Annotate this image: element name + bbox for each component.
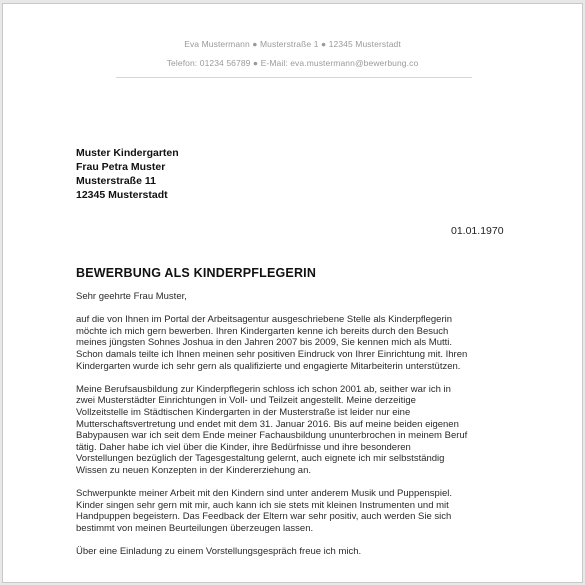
body-line: Schon damals teilte ich Ihnen meinen sehr positiven Eindruck von Ihrer Einrichtung mit. Ihren xyxy=(76,348,468,360)
body-line: Kindergarten wurde ich sehr gern als qualifizierte und engagierte Mitarbeiterin unterstützen. xyxy=(76,360,461,372)
letter-date: 01.01.1970 xyxy=(451,225,504,237)
body-line: Vollzeitstelle im Städtischen Kindergarten in der Musterstraße ist leider nur eine xyxy=(76,406,411,418)
letter-subject: BEWERBUNG ALS KINDERPFLEGERIN xyxy=(76,266,317,280)
body-line: Schwerpunkte meiner Arbeit mit den Kindern sind unter anderem Musik und Puppenspiel. xyxy=(76,488,452,500)
body-line: bestimmt von meinen Beurteilungen überzeugen lassen. xyxy=(76,522,314,534)
recipient-street: Musterstraße 11 xyxy=(76,175,156,187)
body-line: Mutterschaftsvertretung und endet mit dem 31. Januar 2016. Bis auf meine beiden eigenen xyxy=(76,418,459,430)
body-line: Babypausen war ich seit dem Ende meiner Fachausbildung ununterbrochen in meinem Beruf xyxy=(76,430,468,442)
body-line: meines jüngsten Sohnes Joshua in den Jahren 2007 bis 2009, Sie kennen mich als Mutti. xyxy=(76,337,453,349)
letter-page xyxy=(2,3,583,583)
paragraph-focus xyxy=(76,488,516,534)
body-line: Vorstellungen bezüglich der Tagesgestaltung gelernt, auch eignete ich mir selbstständig xyxy=(76,453,445,465)
letter-body xyxy=(76,291,516,569)
body-line: Wissen zu neuen Konzepten in der Kindererziehung an. xyxy=(76,464,312,476)
sender-contact: Telefon: 01234 56789 ● E-Mail: eva.mustermann@bewerbung.co xyxy=(166,58,419,68)
recipient-city: 12345 Musterstadt xyxy=(76,189,168,201)
body-line: tätig. Daher habe ich viel über die Kinder, ihre Bedürfnisse und ihre besonderen xyxy=(76,441,411,453)
paragraph-closing xyxy=(76,546,516,558)
header-divider xyxy=(116,77,472,78)
body-line: auf die von Ihnen im Portal der Arbeitsagentur ausgeschriebene Stelle als Kinderpflegerin xyxy=(76,314,453,326)
body-line: Kinder singen sehr gern mit mir, auch kann ich sie stets mit kleinen Instrumenten und mit xyxy=(76,499,449,511)
salutation: Sehr geehrte Frau Muster, xyxy=(76,291,187,302)
paragraph-intro xyxy=(76,314,516,372)
sender-address: Eva Mustermann ● Musterstraße 1 ● 12345 Musterstadt xyxy=(184,39,401,49)
body-line: zwei Musterstädter Einrichtungen in Voll- und Teilzeit angestellt. Meine derzeitige xyxy=(76,395,416,407)
paragraph-experience xyxy=(76,384,516,477)
body-line: Meine Berufsausbildung zur Kinderpflegerin schloss ich schon 2001 ab, seither war ich in xyxy=(76,383,451,395)
recipient-contact-person: Frau Petra Muster xyxy=(76,161,166,173)
body-line: möchte ich mich gern bewerben. Ihren Kindergarten kenne ich bereits durch den Besuch xyxy=(76,325,449,337)
body-line: Handpuppen begeistern. Das Feedback der Eltern war sehr positiv, auch werden Sie sich xyxy=(76,511,452,523)
recipient-address xyxy=(76,146,179,202)
body-line: Über eine Einladung zu einem Vorstellungsgespräch freue ich mich. xyxy=(76,546,362,558)
recipient-name: Muster Kindergarten xyxy=(76,147,179,159)
